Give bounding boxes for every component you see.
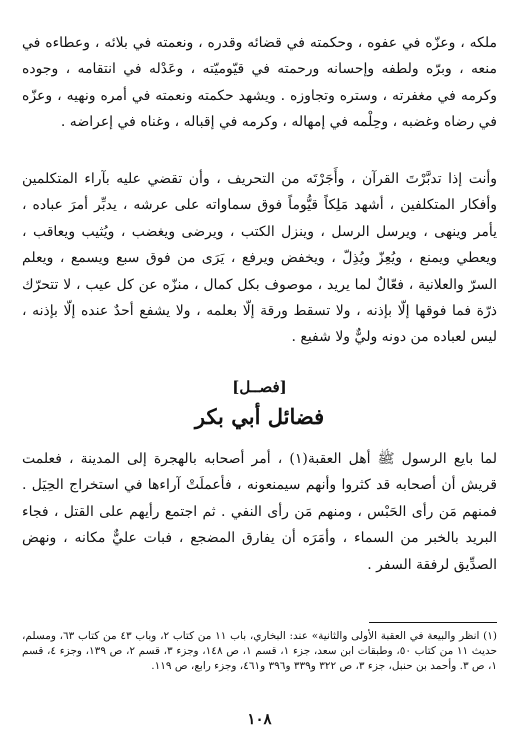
page-number: ١٠٨ (247, 710, 272, 728)
footnote: (١) انظر والبيعة في العقبة الأولى والثانية» عند: البخاري، باب ١١ من كتاب ٢، وباب ٤٣ من كتاب ٦٣، ومسلم، حديث ١١ من كتاب ٥٠، وطبقات ابن سعد، جزء ١، قسم ١، ص ١٤٨، وجزء ٣، قسم ٢، ص ١٣٩، وجزء ٤، قسم ١، ص ٣. وأحمد بن حنبل، جزء ٣، ص ٣٢٢ و٣٣٩ و٣٩٦ و٤٦١، وجزء رابع، ص ١١٩. (22, 630, 498, 673)
footnote-divider (369, 622, 497, 623)
section-title: فضائل أبي بكر (194, 404, 325, 429)
body-paragraph-2: وأنت إذا تدبَّرْتَ القرآن ، وأَجَرْتَه من التحريف ، وأن تقضي عليه بآراء المتكلمين وأفكار المتكلفين ، أشهد مَلِكاً قيُّوماً فوق سماواته على عرشه ، يدبِّر أمرَ عباده ، يأمر وينهى ، ويرسل الرسل ، وينزل الكتب ، ويرضى ويغضب ، ويُثيب ويعاقب ، ويعطي ويمنع ، ويُعِزّ ويُذِلّ ، ويخفض ويرفع ، يَرَى من فوق سبع ويسمع ، ويعلم السرّ والعلانية ، فعّالٌ لما يريد ، موصوف بكل كمال ، منزّه عن كل عيب ، لا تتحرّك ذرّة فما فوقها إلّا بإذنه ، ولا تسقط ورقة إلّا بعلمه ، ولا يشفع أحدٌ عنده إلّا بإذنه ، ليس لعباده من دونه وليٌّ ولا شفيع . (22, 171, 497, 346)
body-paragraph-3: لما بايع الرسول ﷺ أهل العقبة(١) ، أمر أصحابه بالهجرة إلى المدينة ، فعلمت قريش أن أصحابه قد كثروا وأنهم سيمنعونه ، فأعملَتْ آراءها في استخراج الحِيَل . فمنهم مَن رأى الحَبْس ، ومنهم مَن رأى النفي . ثم اجتمع رأيهم على القتل ، فجاء البريد بالخبر من السماء ، وأمَرَه أن يفارق المضجع ، فبات عليٌّ مكانه ، ونهض الصدِّيق لرفقة السفر . (22, 451, 497, 573)
section-label: [فصــل] (232, 378, 287, 396)
body-paragraph-1: ملكه ، وعزّه في عفوه ، وحكمته في قضائه وقدره ، ونعمته في بلائه ، وعطاءه في منعه ، وبرّه ولطفه وإحسانه ورحمته في قيّوميّته ، وعَدْله في انتقامه ، وجوده وكرمه في مغفرته ، وستره وتجاوزه . ويشهد حكمته ونعمته في أمره ونهيه ، وعزّه في رضاه وغضبه ، وحِلْمه في إمهاله ، وكرمه في إقباله ، وغناه في إعراضه . (22, 35, 497, 131)
